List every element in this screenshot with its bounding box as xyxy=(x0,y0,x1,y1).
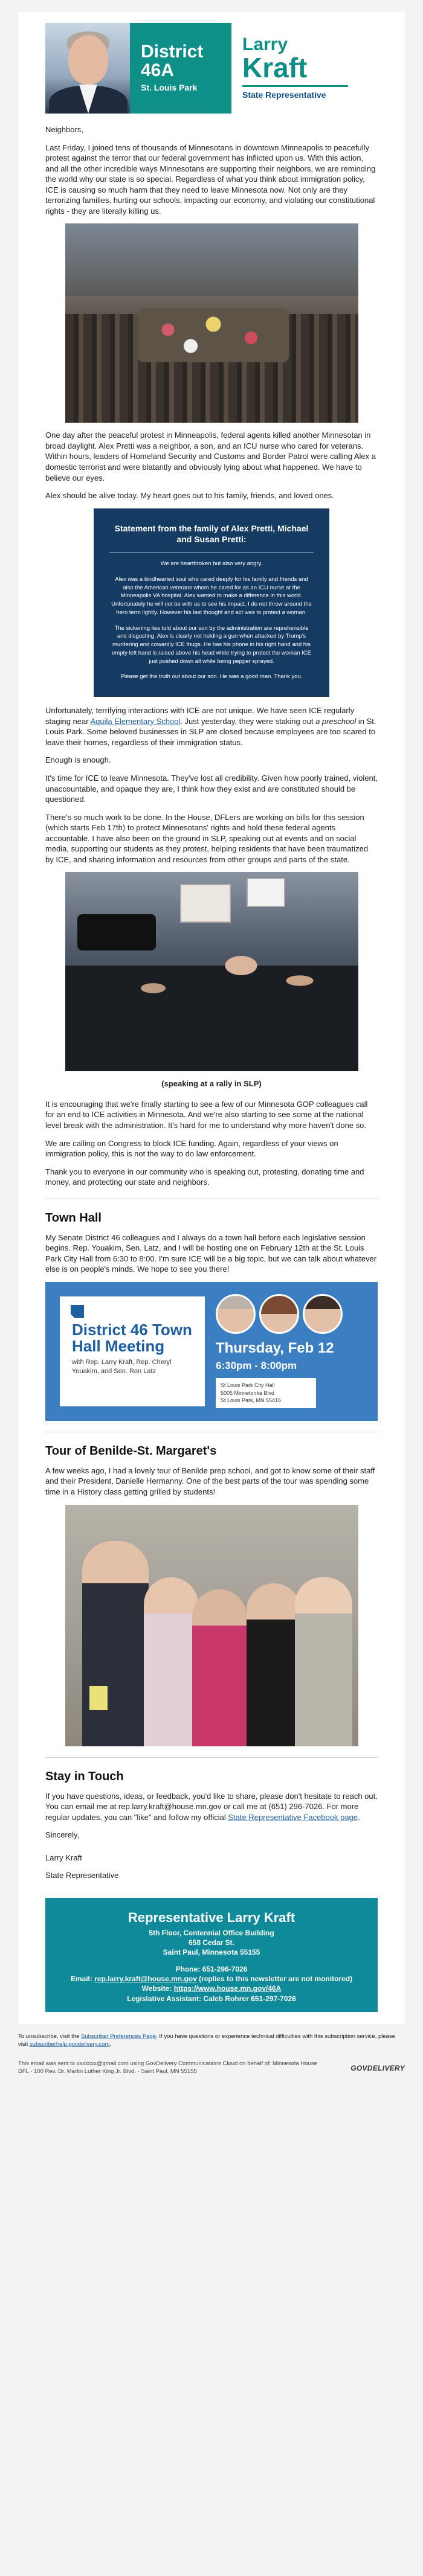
signature-name: Larry Kraft xyxy=(45,1853,82,1862)
section-divider xyxy=(45,1757,378,1758)
representative-photo xyxy=(45,23,130,114)
stay-in-touch-heading: Stay in Touch xyxy=(45,1769,124,1783)
paragraph-thanks: Thank you to everyone in our community who is speaking out, protesting, donating time and money, and protecting our state and neighbors. xyxy=(45,1167,364,1187)
contact-text: If you have questions, ideas, or feedback, you'd like to share, please don't hesitate to reach out. You can email me at rep.larry.kraft@house.mn.gov or call me at (651) 296-7026. For more regular updates, you can "like" and follow my official State Representative Facebook page. xyxy=(45,1791,378,1822)
footer-website-link[interactable]: https://www.house.mn.gov/46A xyxy=(173,1984,282,1993)
footer-address-1: 5th Floor, Centennial Office Building xyxy=(149,1928,274,1937)
district-block xyxy=(130,23,231,114)
paragraph-alex-alive: Alex should be alive today. My heart goes out to his family, friends, and loved ones. xyxy=(45,491,334,501)
town-hall-heading: Town Hall xyxy=(45,1211,102,1225)
footer-website: Website: https://www.house.mn.gov/46A xyxy=(141,1984,282,1993)
district-city: St. Louis Park xyxy=(141,83,198,93)
town-hall-date: Thursday, Feb 12 xyxy=(216,1339,334,1356)
town-hall-hosts: with Rep. Larry Kraft, Rep. Cheryl Youakim, and Sen. Ron Latz xyxy=(72,1359,172,1376)
town-hall-details xyxy=(216,1294,367,1408)
footer-email: Email: rep.larry.kraft@house.mn.gov (replies to this newsletter are not monitored) xyxy=(70,1975,353,1984)
footer-phone: Phone: 651-296-7026 xyxy=(175,1965,248,1974)
host-photo xyxy=(259,1294,299,1334)
host-photos xyxy=(216,1294,367,1334)
town-hall-text: My Senate District 46 colleagues and I always do a town hall before each legislative session begins. Rep. Youakim, Sen. Latz, and I will be hosting one on February 12th at the St. Louis Park City Hall from 6:30 to 8:00. I'm sure ICE will be a big topic, but we can talk about whatever else is on people's minds. We hope to see you there! xyxy=(45,1232,377,1274)
footer-address-3: Saint Paul, Minnesota 55155 xyxy=(163,1947,260,1956)
protest-photo xyxy=(65,223,358,423)
greeting: Neighbors, xyxy=(45,125,83,134)
paragraph-gop: It is encouraging that we're finally starting to see a few of our Minnesota GOP colleagues call for an end to ICE activities in Minnesota. And we're also starting to see some at the national level break with the administration. It's hard for me to understand why more haven't done so. xyxy=(45,1099,368,1130)
town-hall-address: St Louis Park City Hall 5005 Minnetonka Blvd St Louis Park, MN 55416 xyxy=(216,1378,316,1408)
paragraph-congress: We are calling on Congress to block ICE funding. Again, regardless of your views on immigration policy, this is not the way to do law enforcement. xyxy=(45,1138,338,1159)
town-hall-card xyxy=(60,1296,205,1406)
footer-assistant: Legislative Assistant: Caleb Rohrer 651-297-7026 xyxy=(127,1994,296,2003)
govdelivery-logo: GOVDELIVERY xyxy=(350,2064,405,2073)
unsubscribe-notice: To unsubscribe, visit the Subscriber Preferences Page. If you have questions or experience technical difficulties with this subscription service, please visit subscriberhelp.govdelivery.com. xyxy=(18,2033,395,2048)
paragraph-ice-leave: It's time for ICE to leave Minnesota. They've lost all credibility. Given how poorly trained, violent, unaccountable, and opaque they are, I think how they exist and are constituted should be questioned. xyxy=(45,773,378,804)
paragraph-work: There's so much work to be done. In the House, DFLers are working on bills for this session (which starts Feb 17th) to protect Minnesotans' rights and hold these federal agents accountable. I have also been on the ground in SLP, speaking out at events and on social media, supporting our students as they protest, helping residents that have been traumatized by ICE, and sharing information and resources from other groups and parts of the state. xyxy=(45,812,369,864)
name-block xyxy=(231,23,378,114)
newsletter xyxy=(18,12,405,2024)
paragraph-enough: Enough is enough. xyxy=(45,755,111,765)
statement-line-2: Alex was a kindhearted soul who cared deeply for his family and friends and also the American veterans whom he cared for as an ICU nurse at the Minneapolis VA hospital. Alex wanted to make a difference in this world. Unfortunately he will not be with us to see his impact. I do not throw around the hero term lightly. However his last thought and act was to protect a woman. xyxy=(111,575,312,616)
subscriber-preferences-link[interactable]: Subscriber Preferences Page xyxy=(81,2033,157,2040)
footer-title: Representative Larry Kraft xyxy=(128,1909,295,1925)
subscriber-help-link[interactable]: subscriberhelp.govdelivery.com xyxy=(30,2041,110,2048)
last-name: Kraft xyxy=(242,52,308,84)
sincerely: Sincerely, xyxy=(45,1830,80,1840)
host-photo xyxy=(216,1294,256,1334)
footer-email-link[interactable]: rep.larry.kraft@house.mn.gov xyxy=(94,1975,197,1984)
rally-photo xyxy=(65,872,358,1071)
district-number: 46A xyxy=(141,60,175,80)
minnesota-house-icon xyxy=(71,1305,84,1318)
benilde-heading: Tour of Benilde-St. Margaret's xyxy=(45,1444,217,1458)
statement-line-1: We are heartbroken but also very angry. xyxy=(160,560,263,568)
name-rule xyxy=(242,85,348,87)
paragraph-protest: Last Friday, I joined tens of thousands of Minnesotans in downtown Minneapolis to peacefully protest against the terror that our federal government has inflicted upon us. With this action, and all the other incredible ways Minnesotans are supporting their neighbors, we are reminding the world why our state is so special. Regardless of what you think about immigration policy, ICE is causing so much harm that they need to leave Minnesota now. Not only are they terrorizing families, hurting our schools, impacting our economy, and violating our constitutional rights - they are literally killing us. xyxy=(45,143,376,216)
benilde-photo xyxy=(65,1505,358,1746)
statement-line-4: Please get the truth out about our son. He was a good man. Thank you. xyxy=(120,673,303,681)
statement-title: Statement from the family of Alex Pretti, Michael and Susan Pretti: xyxy=(114,523,309,544)
sender-footer xyxy=(18,2060,405,2088)
paragraph-ice-interactions: Unfortunately, terrifying interactions with ICE are not unique. We have seen ICE regularly staging near Aquila Elementary School. Just yesterday, they were staking out a preschool in St. Louis Park. Some beloved businesses in SLP are closed because employees are too scared to leave their homes, regardless of their immigration status. xyxy=(45,706,376,747)
town-hall-graphic xyxy=(45,1282,378,1421)
header-banner xyxy=(45,23,378,114)
signature-title: State Representative xyxy=(45,1871,119,1880)
first-name: Larry xyxy=(242,34,288,55)
paragraph-alex-pretti: One day after the peaceful protest in Minneapolis, federal agents killed another Minnesotan in broad daylight. Alex Pretti was a neighbor, a son, and an ICU nurse who cared for veterans. Within hours, leaders of Homeland Security and Customs and Border Patrol were calling Alex a domestic terrorist and were blatantly and obviously lying about what happened. We have to believe our eyes. xyxy=(45,431,376,482)
statement-divider xyxy=(109,552,314,553)
benilde-text: A few weeks ago, I had a lovely tour of Benilde prep school, and got to know some of their staff and their President, Danielle Hermanny. One of the best parts of the tour was spending some time in a History class getting grilled by students! xyxy=(45,1466,375,1496)
facebook-page-link[interactable]: State Representative Facebook page xyxy=(228,1812,358,1822)
rally-caption: (speaking at a rally in SLP) xyxy=(161,1079,262,1089)
sender-info: This email was sent to xxxxxxx@gmail.com using GovDelivery Communications Cloud on behalf of: Minnesota House DFL · 100 Rev. Dr. Martin Luther King Jr. Blvd. · Saint Paul, MN 55155 xyxy=(18,2060,317,2075)
town-hall-title: District 46 Town Hall Meeting xyxy=(72,1320,192,1356)
district-label: District xyxy=(141,41,204,62)
role-title: State Representative xyxy=(242,90,326,100)
family-statement xyxy=(94,508,329,697)
host-photo xyxy=(303,1294,343,1334)
footer-address-2: 658 Cedar St. xyxy=(188,1938,235,1947)
town-hall-time: 6:30pm - 8:00pm xyxy=(216,1360,297,1372)
contact-footer xyxy=(45,1898,378,2012)
aquila-school-link[interactable]: Aquila Elementary School xyxy=(90,716,181,726)
statement-line-3: The sickening lies told about our son by the administration are reprehensible and disgusting. Alex is clearly not holding a gun when attacked by Trump's murdering and cowardly ICE thugs. He has his phone in his right hand and his empty left hand is raised above his head while trying to protect the woman ICE just pushed down all while being pepper sprayed. xyxy=(111,624,312,665)
